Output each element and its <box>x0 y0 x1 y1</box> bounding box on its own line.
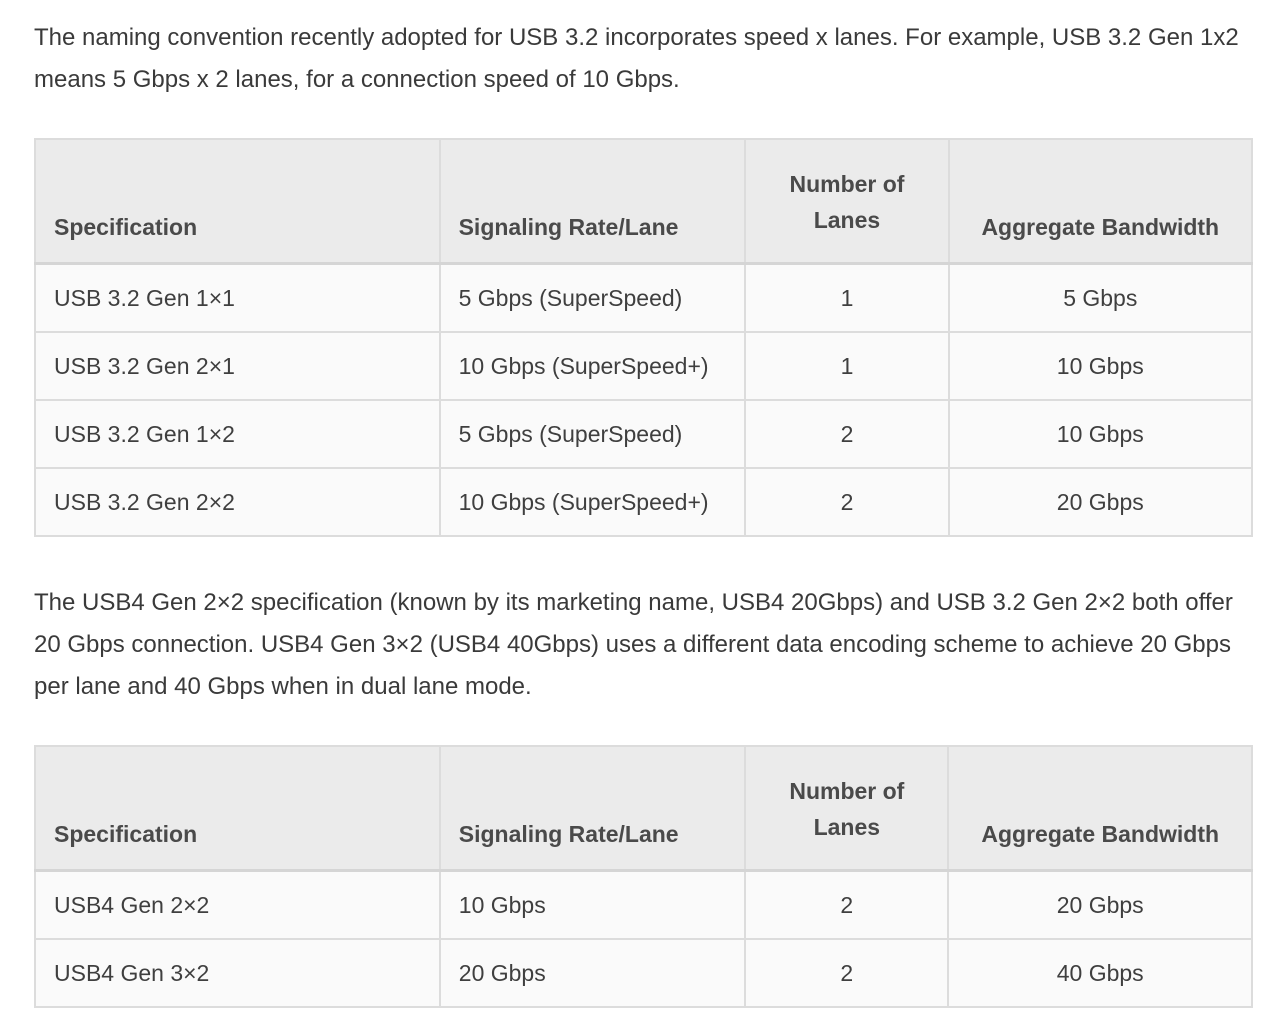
header-number-of-lanes: Number of Lanes <box>745 746 948 871</box>
cell-specification: USB 3.2 Gen 1×1 <box>35 264 440 333</box>
header-specification: Specification <box>35 746 440 871</box>
table-row <box>35 871 1252 940</box>
cell-bandwidth: 20 Gbps <box>948 871 1252 940</box>
cell-signaling-rate: 10 Gbps (SuperSpeed+) <box>440 332 746 400</box>
cell-specification: USB 3.2 Gen 2×1 <box>35 332 440 400</box>
cell-specification: USB 3.2 Gen 1×2 <box>35 400 440 468</box>
usb32-spec-table <box>34 138 1253 537</box>
cell-specification: USB4 Gen 3×2 <box>35 939 440 1007</box>
cell-lanes: 2 <box>745 468 948 536</box>
cell-lanes: 2 <box>745 871 948 940</box>
intro-paragraph: The naming convention recently adopted for USB 3.2 incorporates speed x lanes. For example, USB 3.2 Gen 1x2 means 5 Gbps x 2 lanes, for a connection speed of 10 Gbps. <box>34 24 1239 93</box>
table-row <box>35 400 1252 468</box>
table-header-row <box>35 746 1252 871</box>
table-row <box>35 468 1252 536</box>
cell-signaling-rate: 20 Gbps <box>440 939 745 1007</box>
cell-signaling-rate: 10 Gbps (SuperSpeed+) <box>440 468 746 536</box>
cell-bandwidth: 20 Gbps <box>949 468 1252 536</box>
table-row <box>35 264 1252 333</box>
cell-specification: USB4 Gen 2×2 <box>35 871 440 940</box>
cell-signaling-rate: 5 Gbps (SuperSpeed) <box>440 264 746 333</box>
header-signaling-rate: Signaling Rate/Lane <box>440 746 745 871</box>
cell-lanes: 2 <box>745 939 948 1007</box>
cell-bandwidth: 10 Gbps <box>949 332 1252 400</box>
header-specification: Specification <box>35 139 440 264</box>
cell-specification: USB 3.2 Gen 2×2 <box>35 468 440 536</box>
table-row <box>35 332 1252 400</box>
table-header-row <box>35 139 1252 264</box>
table-row <box>35 939 1252 1007</box>
cell-signaling-rate: 5 Gbps (SuperSpeed) <box>440 400 746 468</box>
usb4-spec-table <box>34 745 1253 1008</box>
header-aggregate-bandwidth: Aggregate Bandwidth <box>949 139 1252 264</box>
cell-bandwidth: 10 Gbps <box>949 400 1252 468</box>
cell-bandwidth: 40 Gbps <box>948 939 1252 1007</box>
usb4-paragraph: The USB4 Gen 2×2 specification (known by its marketing name, USB4 20Gbps) and USB 3.2 Gen 2×2 both offer 20 Gbps connection. USB4 Gen 3×2 (USB4 40Gbps) uses a different data encoding scheme to achieve 20 Gbps per lane and 40 Gbps when in dual lane mode. <box>34 589 1233 700</box>
cell-lanes: 2 <box>745 400 948 468</box>
header-aggregate-bandwidth: Aggregate Bandwidth <box>948 746 1252 871</box>
header-signaling-rate: Signaling Rate/Lane <box>440 139 746 264</box>
cell-bandwidth: 5 Gbps <box>949 264 1252 333</box>
header-number-of-lanes: Number of Lanes <box>745 139 948 264</box>
cell-lanes: 1 <box>745 264 948 333</box>
cell-signaling-rate: 10 Gbps <box>440 871 745 940</box>
cell-lanes: 1 <box>745 332 948 400</box>
